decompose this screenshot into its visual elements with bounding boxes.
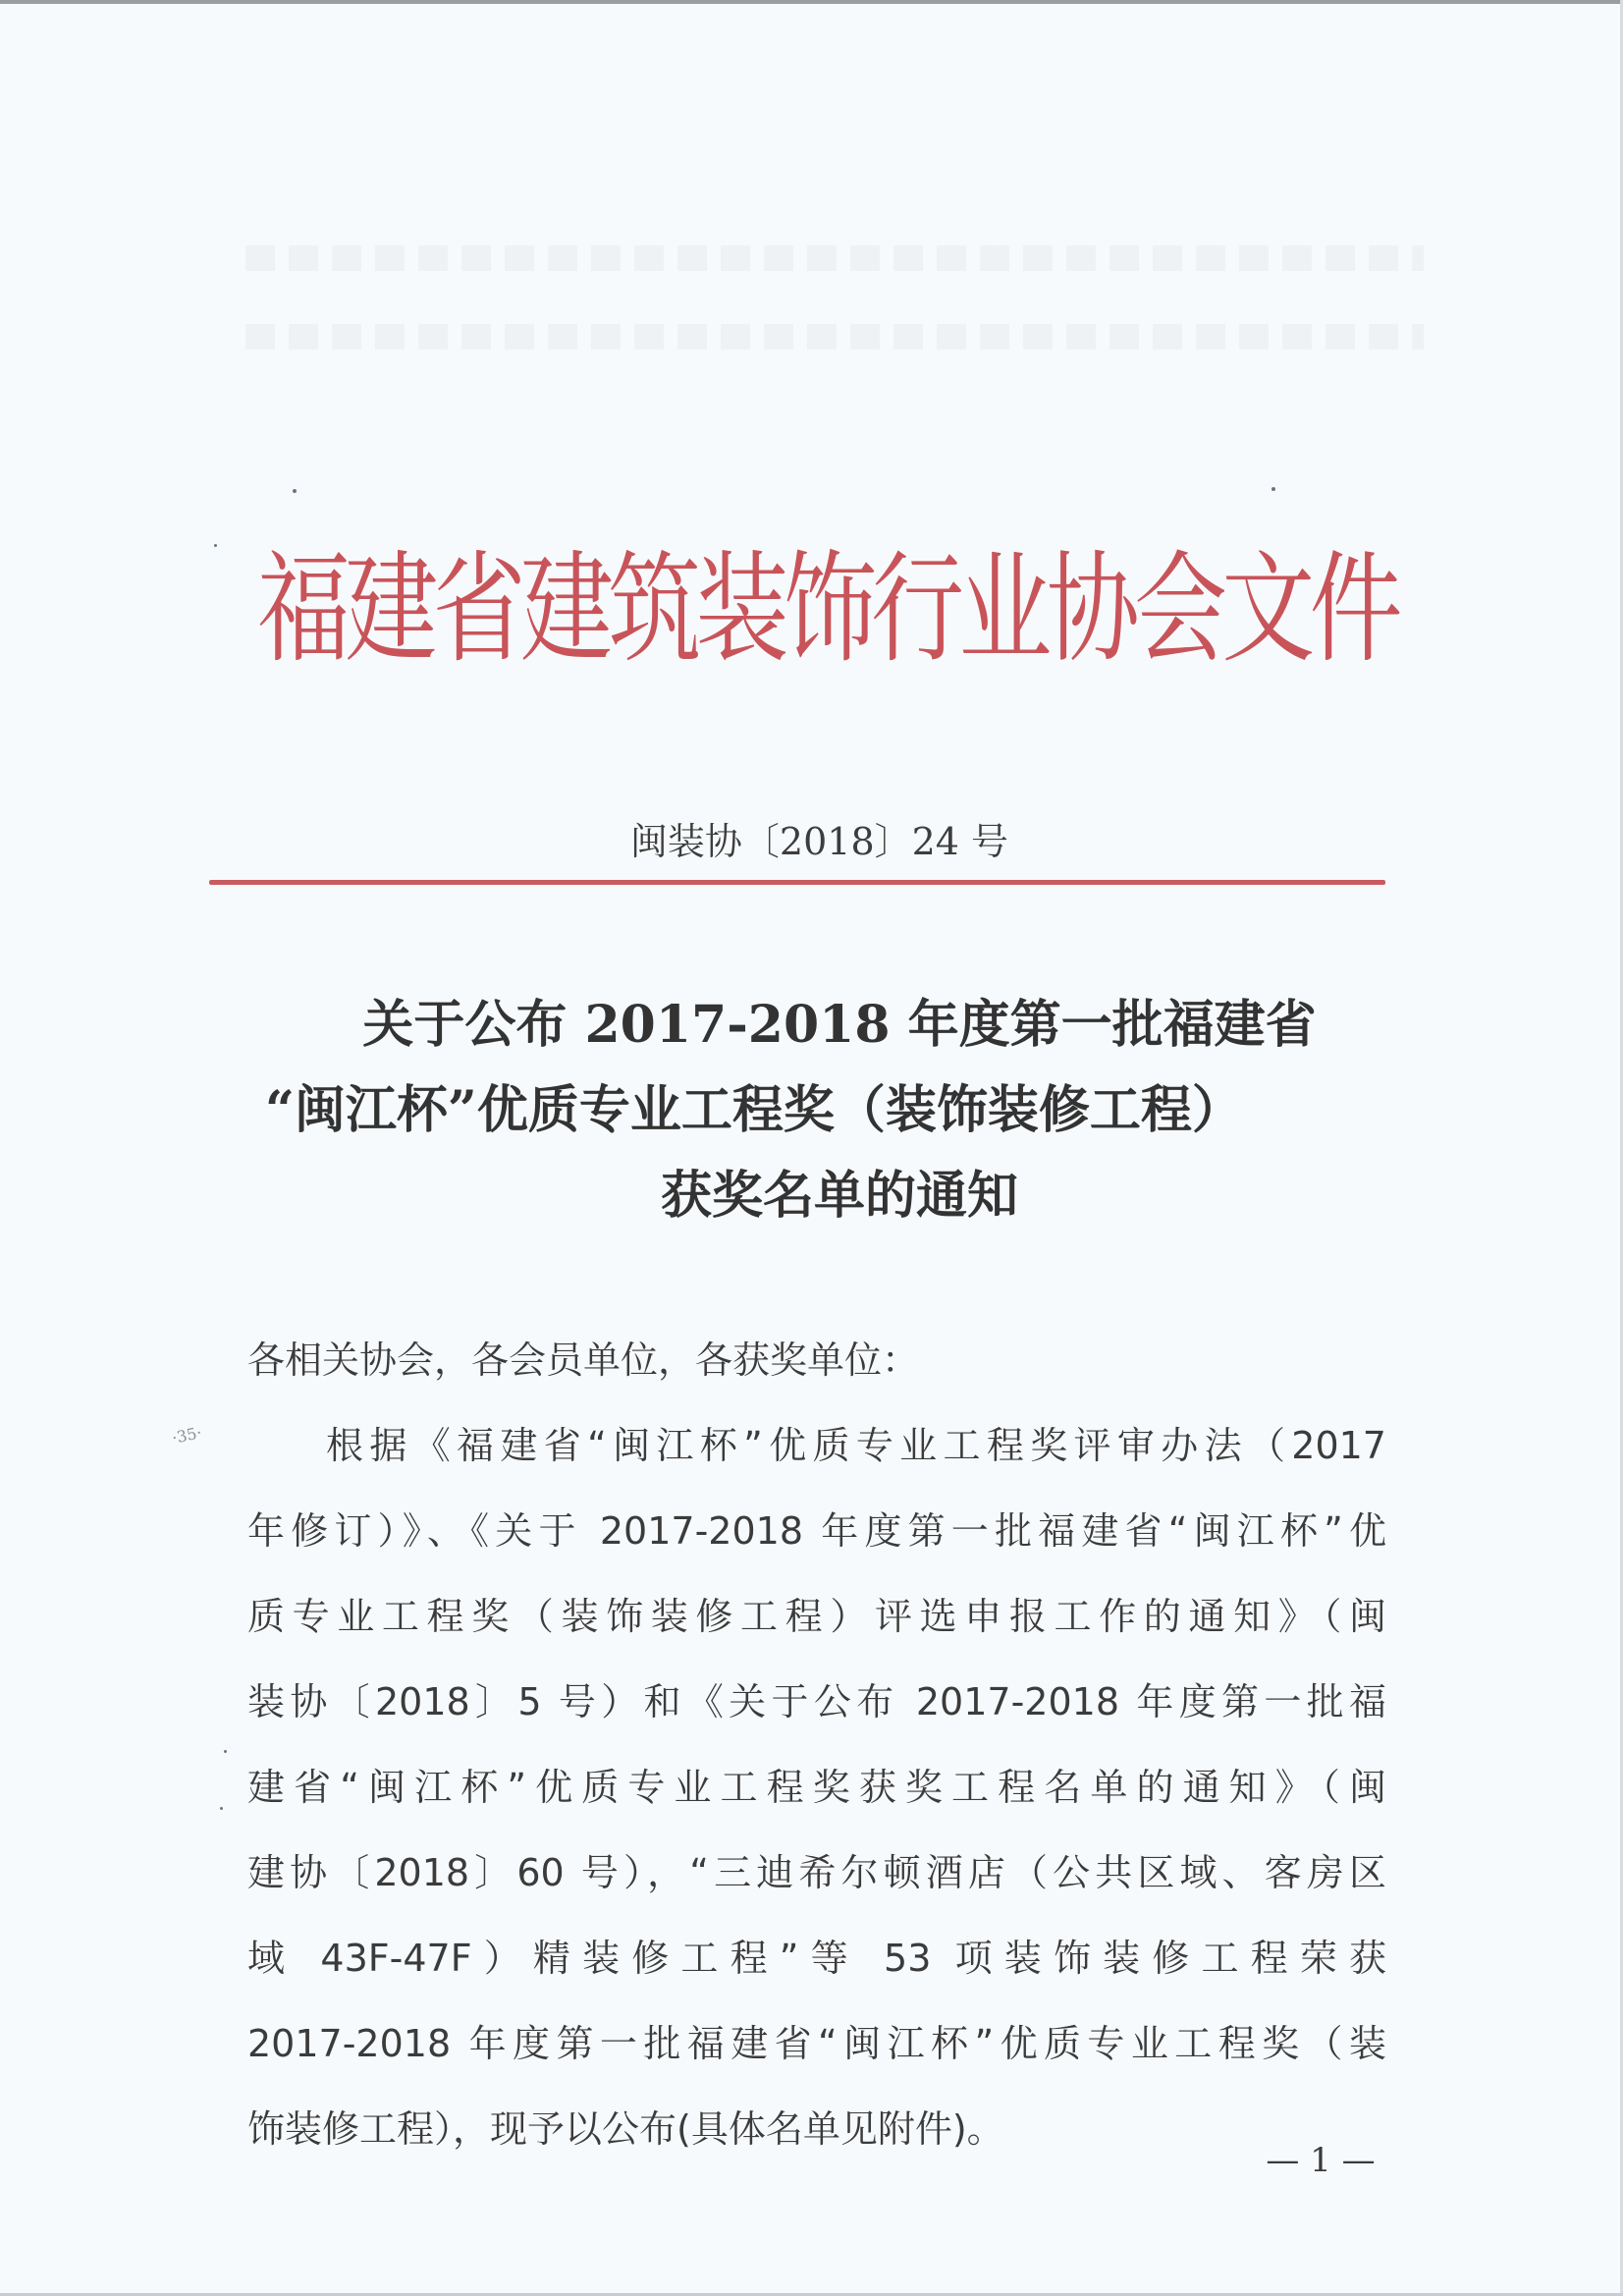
bleed-through-text (245, 324, 1424, 350)
notice-title-line: 关于公布 2017-2018 年度第一批福建省 (362, 995, 1317, 1055)
scan-speck (224, 1750, 227, 1753)
body-line: 域 43F-47F）精装修工程”等 53 项装饰装修工程荣获 (247, 1937, 1386, 1980)
body-line: 2017-2018 年度第一批福建省“闽江杯”优质专业工程奖（装 (247, 2022, 1386, 2065)
body-line: 根据《福建省“闽江杯”优质专业工程奖评审办法（2017 (326, 1424, 1386, 1467)
document-number: 闽装协〔2018〕24 号 (629, 820, 1009, 863)
scan-speck (220, 1807, 223, 1810)
body-line: 年修订）》、《关于 2017-2018 年度第一批福建省“闽江杯”优 (247, 1509, 1386, 1553)
handwritten-margin-mark: ·35· (170, 1423, 204, 1448)
notice-title-line: 获奖名单的通知 (660, 1166, 1018, 1226)
salutation: 各相关协会，各会员单位，各获奖单位： (247, 1339, 920, 1382)
page-number: — 1 — (1266, 2141, 1376, 2180)
body-line: 装协〔2018〕5 号）和《关于公布 2017-2018 年度第一批福 (247, 1680, 1386, 1723)
body-line: 建省“闽江杯”优质专业工程奖获奖工程名单的通知》（闽 (247, 1766, 1386, 1809)
body-line: 建协〔2018〕60 号），“三迪希尔顿酒店（公共区域、客房区 (247, 1851, 1386, 1894)
notice-title-line: “闽江杯”优质专业工程奖（装饰装修工程） (265, 1080, 1243, 1140)
red-divider-rule (209, 880, 1385, 885)
scan-speck (1271, 487, 1275, 491)
masthead-title: 福建省建筑装饰行业协会文件 (257, 539, 1397, 680)
scan-speck (293, 489, 297, 493)
bleed-through-text (245, 246, 1424, 271)
scan-top-edge (0, 0, 1623, 4)
notice-body (247, 1318, 1386, 2172)
body-line: 饰装修工程），现予以公布(具体名单见附件)。 (247, 2107, 1004, 2151)
notice-title (265, 982, 1414, 1238)
body-line: 质专业工程奖（装饰装修工程）评选申报工作的通知》（闽 (247, 1595, 1386, 1638)
scan-speck (214, 544, 217, 547)
